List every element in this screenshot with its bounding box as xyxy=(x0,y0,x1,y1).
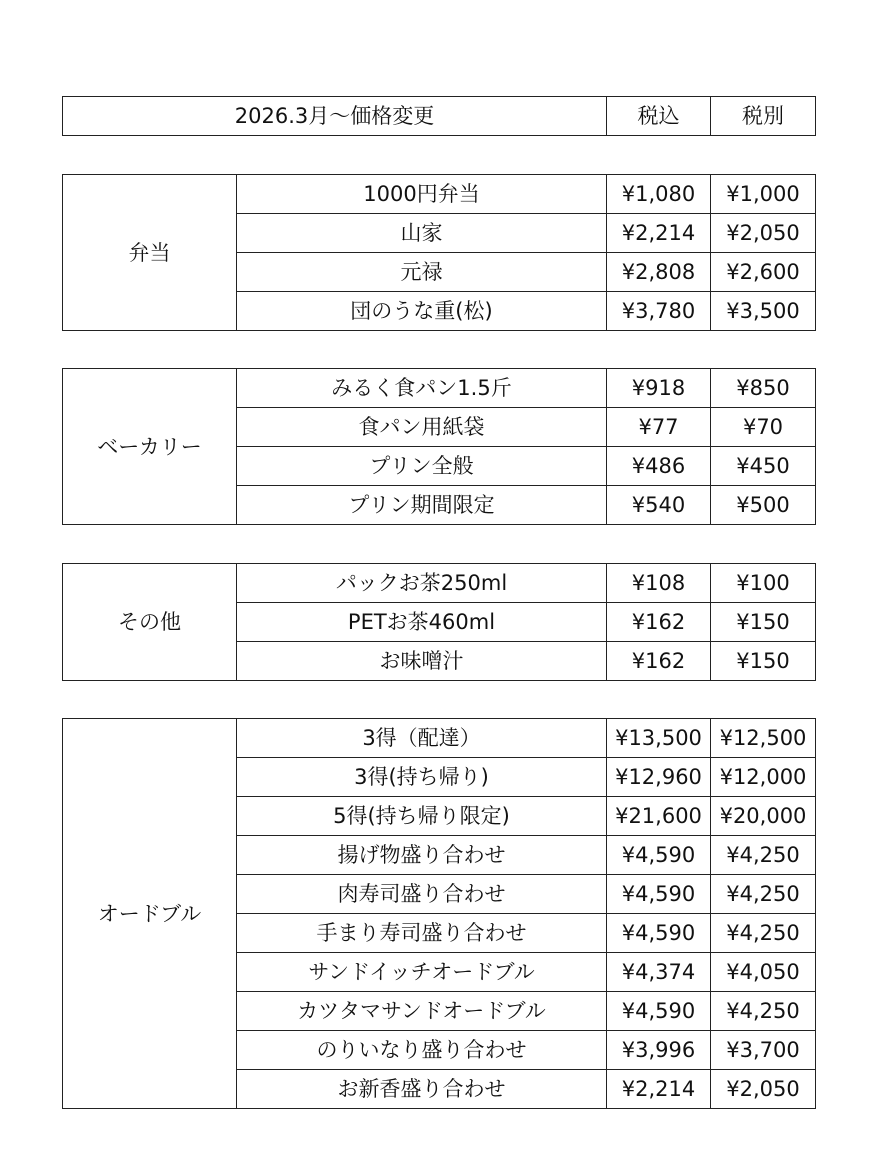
category-label: その他 xyxy=(63,564,237,681)
category-label: ベーカリー xyxy=(63,369,237,525)
item-name: お新香盛り合わせ xyxy=(237,1070,607,1109)
price-tax-excluded: ¥2,050 xyxy=(711,1070,816,1109)
price-tax-included: ¥2,214 xyxy=(607,214,711,253)
item-name: 肉寿司盛り合わせ xyxy=(237,875,607,914)
price-tax-excluded: ¥2,600 xyxy=(711,253,816,292)
table-row xyxy=(63,564,816,603)
tax-excluded-header: 税別 xyxy=(711,97,816,136)
item-name: 団のうな重(松) xyxy=(237,292,607,331)
price-tax-excluded: ¥4,250 xyxy=(711,875,816,914)
price-tax-included: ¥2,808 xyxy=(607,253,711,292)
price-tax-excluded: ¥850 xyxy=(711,369,816,408)
header-row xyxy=(63,97,816,136)
price-tax-excluded: ¥4,250 xyxy=(711,836,816,875)
price-tax-included: ¥108 xyxy=(607,564,711,603)
price-tax-included: ¥486 xyxy=(607,447,711,486)
item-name: プリン全般 xyxy=(237,447,607,486)
price-change-title: 2026.3月～価格変更 xyxy=(63,97,607,136)
section-table-bento xyxy=(62,174,816,331)
price-tax-excluded: ¥4,250 xyxy=(711,914,816,953)
item-name: みるく食パン1.5斤 xyxy=(237,369,607,408)
price-tax-included: ¥12,960 xyxy=(607,758,711,797)
item-name: 5得(持ち帰り限定) xyxy=(237,797,607,836)
item-name: 3得(持ち帰り) xyxy=(237,758,607,797)
price-tax-excluded: ¥20,000 xyxy=(711,797,816,836)
section-table-bakery xyxy=(62,368,816,525)
price-tax-included: ¥13,500 xyxy=(607,719,711,758)
price-tax-included: ¥162 xyxy=(607,603,711,642)
price-tax-excluded: ¥4,250 xyxy=(711,992,816,1031)
price-tax-excluded: ¥450 xyxy=(711,447,816,486)
item-name: 1000円弁当 xyxy=(237,175,607,214)
item-name: カツタマサンドオードブル xyxy=(237,992,607,1031)
price-tax-excluded: ¥2,050 xyxy=(711,214,816,253)
item-name: 食パン用紙袋 xyxy=(237,408,607,447)
price-tax-excluded: ¥150 xyxy=(711,642,816,681)
price-tax-excluded: ¥12,500 xyxy=(711,719,816,758)
price-tax-excluded: ¥4,050 xyxy=(711,953,816,992)
item-name: 揚げ物盛り合わせ xyxy=(237,836,607,875)
price-tax-included: ¥3,780 xyxy=(607,292,711,331)
price-tax-included: ¥3,996 xyxy=(607,1031,711,1070)
price-tax-included: ¥4,374 xyxy=(607,953,711,992)
section-table-other xyxy=(62,563,816,681)
category-label: オードブル xyxy=(63,719,237,1109)
price-tax-excluded: ¥100 xyxy=(711,564,816,603)
price-tax-excluded: ¥70 xyxy=(711,408,816,447)
item-name: PETお茶460ml xyxy=(237,603,607,642)
item-name: 手まり寿司盛り合わせ xyxy=(237,914,607,953)
item-name: 3得（配達） xyxy=(237,719,607,758)
item-name: のりいなり盛り合わせ xyxy=(237,1031,607,1070)
item-name: プリン期間限定 xyxy=(237,486,607,525)
category-label: 弁当 xyxy=(63,175,237,331)
price-tax-included: ¥162 xyxy=(607,642,711,681)
section-table-hors-doeuvre xyxy=(62,718,816,1109)
price-header-table xyxy=(62,96,816,136)
table-row xyxy=(63,719,816,758)
price-tax-included: ¥77 xyxy=(607,408,711,447)
price-tax-excluded: ¥3,500 xyxy=(711,292,816,331)
price-tax-included: ¥4,590 xyxy=(607,914,711,953)
table-row xyxy=(63,175,816,214)
price-tax-included: ¥918 xyxy=(607,369,711,408)
item-name: パックお茶250ml xyxy=(237,564,607,603)
price-tax-included: ¥1,080 xyxy=(607,175,711,214)
price-tax-included: ¥4,590 xyxy=(607,992,711,1031)
tax-included-header: 税込 xyxy=(607,97,711,136)
item-name: サンドイッチオードブル xyxy=(237,953,607,992)
table-row xyxy=(63,369,816,408)
price-tax-included: ¥2,214 xyxy=(607,1070,711,1109)
price-tax-excluded: ¥3,700 xyxy=(711,1031,816,1070)
item-name: お味噌汁 xyxy=(237,642,607,681)
item-name: 山家 xyxy=(237,214,607,253)
item-name: 元禄 xyxy=(237,253,607,292)
price-tax-excluded: ¥12,000 xyxy=(711,758,816,797)
price-tax-excluded: ¥150 xyxy=(711,603,816,642)
price-tax-included: ¥21,600 xyxy=(607,797,711,836)
price-tax-included: ¥4,590 xyxy=(607,875,711,914)
price-tax-excluded: ¥500 xyxy=(711,486,816,525)
price-tax-included: ¥4,590 xyxy=(607,836,711,875)
price-tax-included: ¥540 xyxy=(607,486,711,525)
price-tax-excluded: ¥1,000 xyxy=(711,175,816,214)
